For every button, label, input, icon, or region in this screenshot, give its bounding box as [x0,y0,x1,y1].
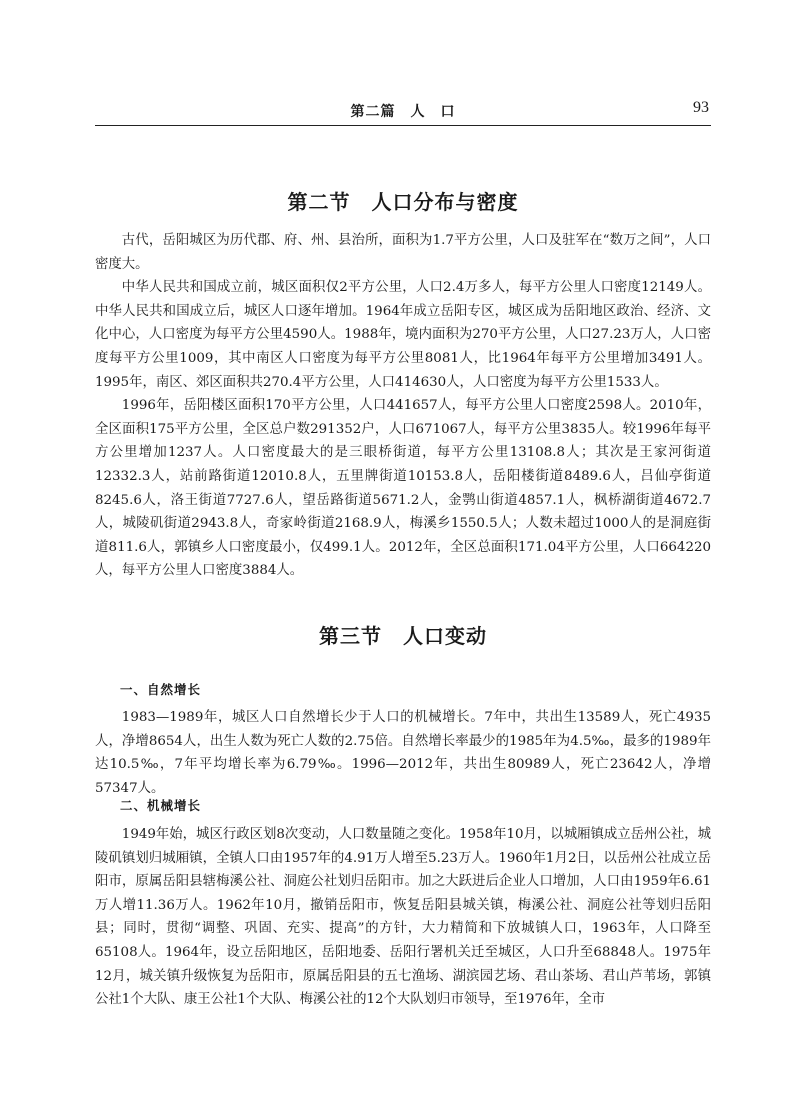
subsection-body-natural-growth [95,706,711,800]
paragraph: 1996年，岳阳楼区面积170平方公里，人口441657人，每平方公里人口密度2598人。2010年，全区面积175平方公里，全区总户数291352户，人口671067人，每平方公里3835人。较1996年每平方公里增加1237人。人口密度最大的是三眼桥街道，每平方公里13108.8人；其次是王家河街道12332.3人，站前路街道12010.8人，五里牌街道10153.8人，岳阳楼街道8489.6人，吕仙亭街道8245.6人，洛王街道7727.6人，望岳路街道5671.2人，金鹗山街道4857.1人，枫桥湖街道4672.7人，城陵矶街道2943.8人，奇家岭街道2168.9人，梅溪乡1550.5人；人数未超过1000人的是洞庭街道811.6人，郭镇乡人口密度最小，仅499.1人。2012年，全区总面积171.04平方公里，人口664220人，每平方公里人口密度3884人。 [95,398,711,579]
subheading-mechanical-growth: 二、机械增长 [120,798,202,813]
paragraph: 中华人民共和国成立前，城区面积仅2平方公里，人口2.4万多人，每平方公里人口密度12149人。中华人民共和国成立后，城区人口逐年增加。1964年成立岳阳专区，城区成为岳阳地区政治、经济、文化中心，人口密度为每平方公里4590人。1988年，境内面积为270平方公里，人口27.23万人，人口密度每平方公里1009，其中南区人口密度为每平方公里8081人，比1964年每平方公里增加3491人。1995年，南区、郊区面积共270.4平方公里，人口414630人，人口密度为每平方公里1533人。 [95,280,711,390]
section-heading-population-distribution: 第二节 人口分布与密度 [287,190,519,214]
paragraph: 1949年始，城区行政区划8次变动，人口数量随之变化。1958年10月，以城厢镇成立岳州公社，城陵矶镇划归城厢镇，全镇人口由1957年的4.91万人增至5.23万人。1960年1月2日，以岳州公社成立岳阳市，原属岳阳县辖梅溪公社、洞庭公社划归岳阳市。加之大跃进后企业人口增加，人口由1959年6.61万人增11.36万人。1962年10月，撤销岳阳市，恢复岳阳县城关镇，梅溪公社、洞庭公社等划归岳阳县；同时，贯彻“调整、巩固、充实、提高”的方针，大力精简和下放城镇人口，1963年，人口降至65108人。1964年，设立岳阳地区，岳阳地委、岳阳行署机关迁至城区，人口升至68848人。1975年12月，城关镇升级恢复为岳阳市，原属岳阳县的五七渔场、湖滨园艺场、君山茶场、君山芦苇场，郭镇公社1个大队、康王公社1个大队、梅溪公社的12个大队划归市领导，至1976年，全市 [95,827,711,1008]
paragraph: 1983—1989年，城区人口自然增长少于人口的机械增长。7年中，共出生13589人，死亡4935人，净增8654人，出生人数为死亡人数的2.75倍。自然增长率最少的1985年为4.5‰，最多的1989年达10.5‰，7年平均增长率为6.79‰。1996—2012年，共出生80989人，死亡23642人，净增57347人。 [95,710,711,796]
subheading-natural-growth: 一、自然增长 [120,682,202,697]
chapter-title: 第二篇 人 口 [350,104,456,120]
running-header [95,95,711,126]
page-number: 93 [693,99,709,116]
section-heading-population-change: 第三节 人口变动 [319,624,487,648]
section-body-population-distribution [95,229,711,583]
paragraph: 古代，岳阳城区为历代郡、府、州、县治所，面积为1.7平方公里，人口及驻军在“数万之间”，人口密度大。 [95,233,711,272]
subsection-body-mechanical-growth [95,823,711,1012]
